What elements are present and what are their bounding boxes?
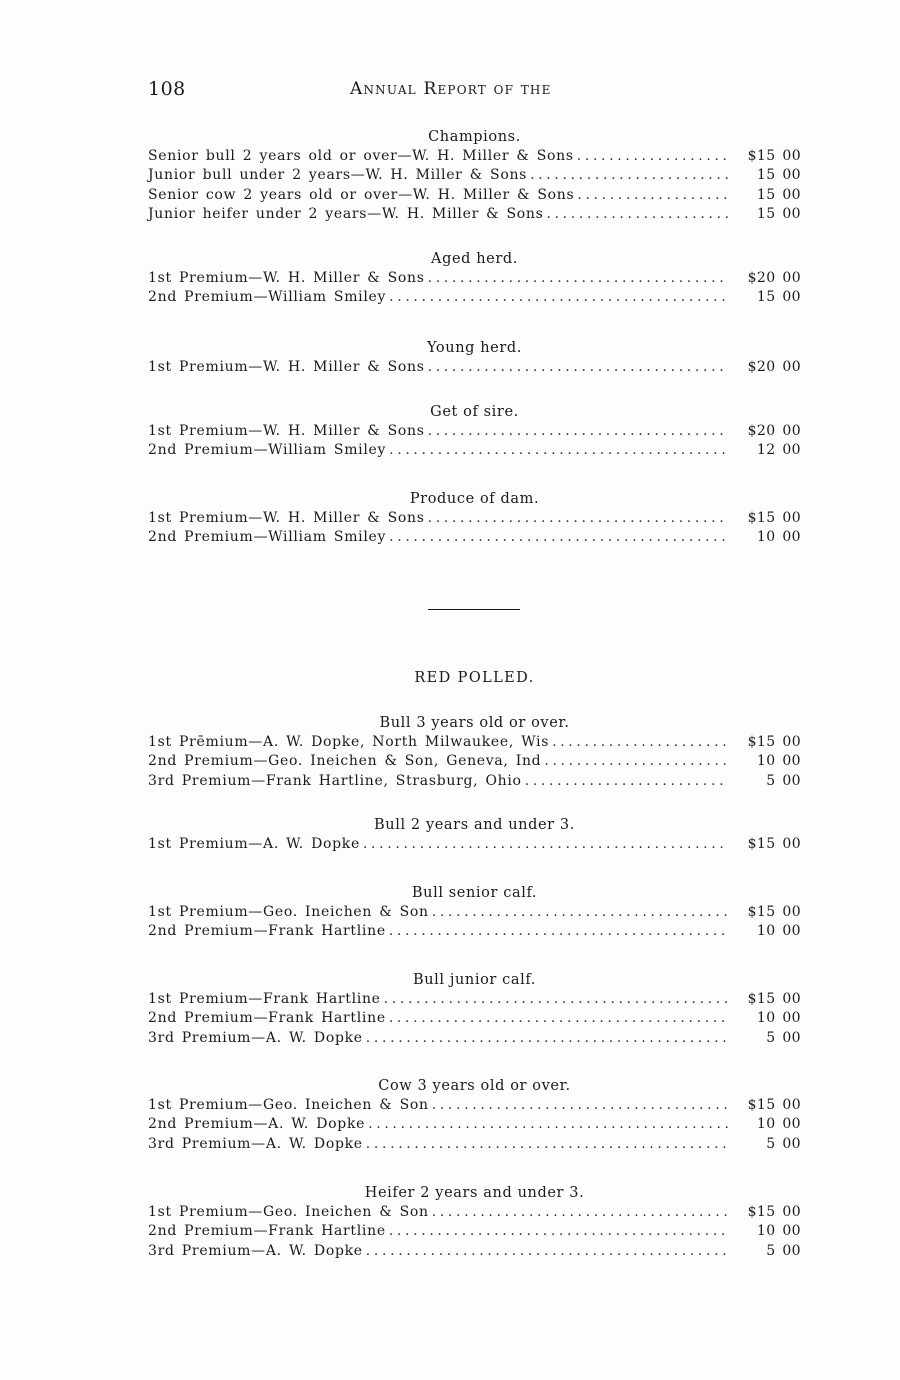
dot-leader xyxy=(525,772,728,791)
award-row xyxy=(148,1135,801,1154)
award-label: Junior heifer under 2 years—W. H. Miller & Sons xyxy=(148,205,544,222)
award-row xyxy=(148,358,801,377)
group-heading: Bull 3 years old or over. xyxy=(379,715,570,731)
award-amount: 15 00 xyxy=(756,186,801,203)
award-amount: $15 00 xyxy=(747,836,801,852)
award-row xyxy=(148,903,801,922)
dot-leader xyxy=(546,205,728,224)
award-amount: 5 00 xyxy=(766,772,801,789)
award-group-champions xyxy=(148,128,801,224)
award-row xyxy=(148,752,801,771)
award-label: 1st Prēmium—A. W. Dopke, North Milwaukee, Wis xyxy=(148,734,550,750)
dot-leader xyxy=(363,835,728,854)
award-row xyxy=(148,1029,801,1048)
award-label: 2nd Premium—Frank Hartline xyxy=(148,1010,386,1027)
award-label: 1st Premium—Geo. Ineichen & Son xyxy=(148,1204,429,1220)
group-heading: Heifer 2 years and under 3. xyxy=(364,1185,585,1201)
award-label: 2nd Premium—William Smiley xyxy=(148,289,387,306)
award-label: 3rd Premium—A. W. Dopke xyxy=(148,1135,363,1152)
dot-leader xyxy=(366,1242,728,1261)
award-row xyxy=(148,1242,801,1261)
award-group-bull-3-years xyxy=(148,714,801,791)
group-heading: Champions. xyxy=(428,129,521,145)
award-amount: $15 00 xyxy=(747,148,801,164)
award-row xyxy=(148,269,801,288)
page-header xyxy=(148,78,808,104)
dot-leader xyxy=(366,1135,728,1154)
award-row xyxy=(148,835,801,854)
award-row xyxy=(148,1009,801,1028)
dot-leader xyxy=(384,990,728,1009)
award-label: Junior bull under 2 years—W. H. Miller & Sons xyxy=(148,167,528,184)
award-label: 3rd Premium—Frank Hartline, Strasburg, Ohio xyxy=(148,772,522,789)
award-row xyxy=(148,205,801,224)
award-label: Senior bull 2 years old or over—W. H. Miller & Sons xyxy=(148,148,574,164)
dot-leader xyxy=(432,1096,728,1115)
award-label: 2nd Premium—Frank Hartline xyxy=(148,923,386,940)
award-amount: 15 00 xyxy=(756,167,801,184)
award-amount: $15 00 xyxy=(747,991,801,1007)
dot-leader xyxy=(577,186,728,205)
award-label: 1st Premium—W. H. Miller & Sons xyxy=(148,510,425,526)
dot-leader xyxy=(389,288,728,307)
award-amount: $15 00 xyxy=(747,510,801,526)
award-label: 1st Premium—A. W. Dopke xyxy=(148,836,360,852)
award-amount: 10 00 xyxy=(756,1223,801,1240)
award-amount: 10 00 xyxy=(756,753,801,770)
award-label: 2nd Premium—William Smiley xyxy=(148,442,387,459)
award-label: 2nd Premium—Geo. Ineichen & Son, Geneva, Ind xyxy=(148,753,542,770)
award-label: 1st Premium—W. H. Miller & Sons xyxy=(148,270,425,286)
dot-leader xyxy=(366,1029,728,1048)
dot-leader xyxy=(552,733,728,752)
award-row xyxy=(148,166,801,185)
award-row xyxy=(148,509,801,528)
award-row xyxy=(148,733,801,752)
section-divider xyxy=(428,609,520,610)
award-amount: 10 00 xyxy=(756,923,801,940)
award-row xyxy=(148,528,801,547)
award-amount: 5 00 xyxy=(766,1135,801,1152)
award-group-bull-2-years xyxy=(148,816,801,854)
award-label: 1st Premium—W. H. Miller & Sons xyxy=(148,359,425,375)
award-label: 1st Premium—W. H. Miller & Sons xyxy=(148,423,425,439)
dot-leader xyxy=(389,922,728,941)
award-amount: 5 00 xyxy=(766,1029,801,1046)
award-label: 3rd Premium—A. W. Dopke xyxy=(148,1029,363,1046)
award-row xyxy=(148,441,801,460)
dot-leader xyxy=(389,1009,728,1028)
group-heading: Bull junior calf. xyxy=(412,972,537,988)
award-group-heifer-2-years xyxy=(148,1184,801,1261)
award-group-aged-herd xyxy=(148,250,801,308)
dot-leader xyxy=(428,358,728,377)
award-label: 1st Premium—Frank Hartline xyxy=(148,991,381,1007)
award-amount: $15 00 xyxy=(747,1204,801,1220)
award-row xyxy=(148,1222,801,1241)
dot-leader xyxy=(368,1115,728,1134)
award-amount: 15 00 xyxy=(756,289,801,306)
award-amount: $15 00 xyxy=(747,734,801,750)
award-label: 1st Premium—Geo. Ineichen & Son xyxy=(148,1097,429,1113)
page-number: 108 xyxy=(148,78,186,100)
award-row xyxy=(148,990,801,1009)
award-row xyxy=(148,147,801,166)
award-label: 2nd Premium—Frank Hartline xyxy=(148,1223,386,1240)
award-row xyxy=(148,1096,801,1115)
award-label: 2nd Premium—William Smiley xyxy=(148,529,387,546)
award-row xyxy=(148,1203,801,1222)
award-amount: $15 00 xyxy=(747,904,801,920)
dot-leader xyxy=(428,269,728,288)
group-heading: Bull 2 years and under 3. xyxy=(374,817,575,833)
award-row xyxy=(148,1115,801,1134)
dot-leader xyxy=(544,752,728,771)
award-amount: $20 00 xyxy=(747,359,801,375)
group-heading: Bull senior calf. xyxy=(411,885,538,901)
group-heading: Produce of dam. xyxy=(409,491,540,507)
dot-leader xyxy=(432,1203,728,1222)
dot-leader xyxy=(530,166,728,185)
dot-leader xyxy=(428,509,728,528)
award-amount: $20 00 xyxy=(747,423,801,439)
group-heading: Young herd. xyxy=(427,340,522,356)
dot-leader xyxy=(577,147,728,166)
award-label: Senior cow 2 years old or over—W. H. Miller & Sons xyxy=(148,186,575,203)
award-group-young-herd xyxy=(148,339,801,377)
award-amount: $20 00 xyxy=(747,270,801,286)
award-label: 2nd Premium—A. W. Dopke xyxy=(148,1116,366,1133)
award-group-bull-junior-calf xyxy=(148,971,801,1048)
dot-leader xyxy=(389,1222,728,1241)
dot-leader xyxy=(428,422,728,441)
award-group-produce-of-dam xyxy=(148,490,801,548)
award-group-get-of-sire xyxy=(148,403,801,461)
award-label: 3rd Premium—A. W. Dopke xyxy=(148,1242,363,1259)
award-amount: 10 00 xyxy=(756,1116,801,1133)
group-heading: Aged herd. xyxy=(431,251,518,267)
award-group-bull-senior-calf xyxy=(148,884,801,942)
award-amount: 10 00 xyxy=(756,1010,801,1027)
award-amount: 5 00 xyxy=(766,1242,801,1259)
award-group-cow-3-years xyxy=(148,1077,801,1154)
award-row xyxy=(148,288,801,307)
award-amount: 10 00 xyxy=(756,529,801,546)
section-title: RED POLLED. xyxy=(414,670,535,686)
dot-leader xyxy=(389,441,728,460)
group-heading: Cow 3 years old or over. xyxy=(378,1078,571,1094)
award-row xyxy=(148,422,801,441)
dot-leader xyxy=(389,528,728,547)
award-amount: $15 00 xyxy=(747,1097,801,1113)
award-label: 1st Premium—Geo. Ineichen & Son xyxy=(148,904,429,920)
award-row xyxy=(148,772,801,791)
dot-leader xyxy=(432,903,728,922)
award-amount: 12 00 xyxy=(756,442,801,459)
running-head: Annual Report of the xyxy=(350,79,552,99)
award-row xyxy=(148,922,801,941)
award-row xyxy=(148,186,801,205)
award-amount: 15 00 xyxy=(756,205,801,222)
group-heading: Get of sire. xyxy=(430,404,519,420)
